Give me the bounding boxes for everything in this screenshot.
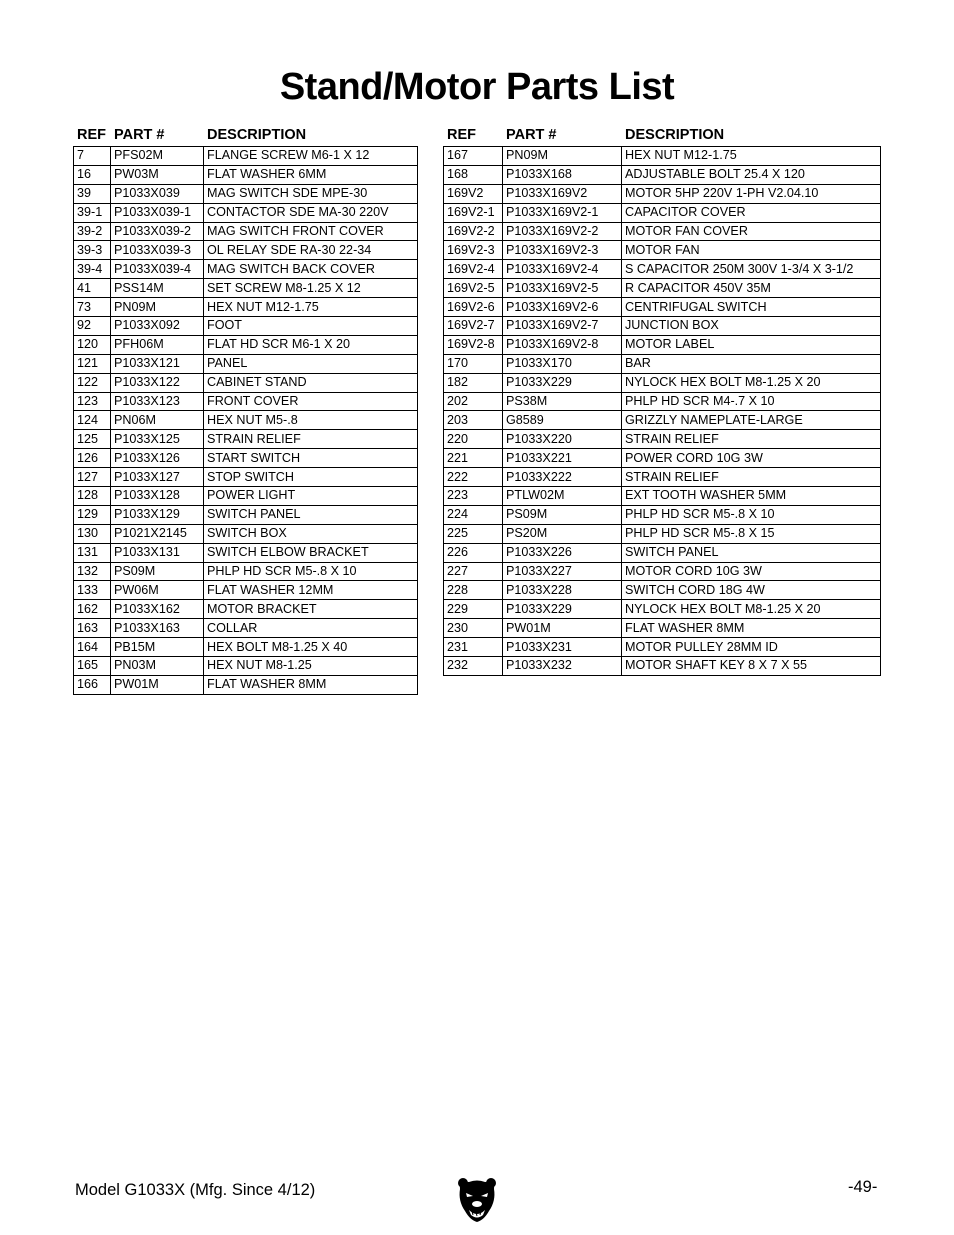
- description-cell: SWITCH CORD 18G 4W: [622, 581, 881, 600]
- ref-cell: 169V2-2: [444, 222, 503, 241]
- description-cell: BAR: [622, 354, 881, 373]
- table-row: [444, 222, 881, 241]
- part-number-cell: PS09M: [503, 505, 622, 524]
- ref-header: REF: [447, 127, 476, 143]
- table-row: [444, 335, 881, 354]
- table-row: [74, 524, 418, 543]
- ref-cell: 182: [444, 373, 503, 392]
- table-row: [444, 562, 881, 581]
- description-cell: FLAT WASHER 8MM: [622, 619, 881, 638]
- table-row: [74, 505, 418, 524]
- table-row: [74, 487, 418, 506]
- table-row: [74, 600, 418, 619]
- part-number-cell: P1033X168: [503, 165, 622, 184]
- description-cell: CENTRIFUGAL SWITCH: [622, 298, 881, 317]
- part-number-cell: PN09M: [111, 298, 204, 317]
- ref-cell: 168: [444, 165, 503, 184]
- part-number-cell: P1033X092: [111, 317, 204, 336]
- description-cell: EXT TOOTH WASHER 5MM: [622, 487, 881, 506]
- part-number-cell: PB15M: [111, 638, 204, 657]
- table-row: [444, 600, 881, 619]
- table-row: [444, 411, 881, 430]
- part-number-cell: P1033X169V2-7: [503, 317, 622, 336]
- part-number-cell: P1033X227: [503, 562, 622, 581]
- description-cell: FLANGE SCREW M6-1 X 12: [204, 147, 418, 166]
- ref-cell: 39-4: [74, 260, 111, 279]
- part-number-cell: P1033X122: [111, 373, 204, 392]
- part-number-cell: P1033X222: [503, 468, 622, 487]
- description-cell: S CAPACITOR 250M 300V 1-3/4 X 3-1/2: [622, 260, 881, 279]
- part-number-cell: P1033X169V2-8: [503, 335, 622, 354]
- description-cell: PHLP HD SCR M5-.8 X 15: [622, 524, 881, 543]
- table-row: [74, 430, 418, 449]
- ref-cell: 123: [74, 392, 111, 411]
- ref-cell: 220: [444, 430, 503, 449]
- ref-cell: 164: [74, 638, 111, 657]
- part-number-cell: PFS02M: [111, 147, 204, 166]
- table-row: [74, 317, 418, 336]
- page-title: Stand/Motor Parts List: [279, 66, 675, 108]
- description-cell: OL RELAY SDE RA-30 22-34: [204, 241, 418, 260]
- table-row: [74, 147, 418, 166]
- ref-cell: 122: [74, 373, 111, 392]
- ref-cell: 131: [74, 543, 111, 562]
- description-cell: SWITCH PANEL: [622, 543, 881, 562]
- part-number-cell: P1033X123: [111, 392, 204, 411]
- part-number-cell: P1033X169V2-1: [503, 203, 622, 222]
- part-number-cell: PW01M: [503, 619, 622, 638]
- table-row: [444, 298, 881, 317]
- parts-table-left: [73, 125, 418, 695]
- ref-cell: 129: [74, 505, 111, 524]
- table-row: [444, 524, 881, 543]
- part-number-cell: P1033X039-3: [111, 241, 204, 260]
- description-cell: CABINET STAND: [204, 373, 418, 392]
- ref-cell: 41: [74, 279, 111, 298]
- table-row: [74, 562, 418, 581]
- part-number-cell: P1033X220: [503, 430, 622, 449]
- part-number-cell: P1033X229: [503, 600, 622, 619]
- description-cell: STRAIN RELIEF: [204, 430, 418, 449]
- ref-cell: 162: [74, 600, 111, 619]
- part-number-cell: PN03M: [111, 657, 204, 676]
- table-body: [444, 147, 881, 676]
- ref-cell: 16: [74, 165, 111, 184]
- table-row: [444, 468, 881, 487]
- table-row: [444, 487, 881, 506]
- table-row: [74, 543, 418, 562]
- description-cell: MAG SWITCH BACK COVER: [204, 260, 418, 279]
- part-number-cell: P1033X169V2-4: [503, 260, 622, 279]
- description-cell: POWER LIGHT: [204, 487, 418, 506]
- table-row: [74, 298, 418, 317]
- part-header: PART #: [114, 127, 165, 143]
- table-row: [74, 581, 418, 600]
- description-cell: START SWITCH: [204, 449, 418, 468]
- description-cell: PHLP HD SCR M5-.8 X 10: [622, 505, 881, 524]
- ref-cell: 228: [444, 581, 503, 600]
- part-number-cell: P1033X221: [503, 449, 622, 468]
- ref-cell: 125: [74, 430, 111, 449]
- table-row: [74, 241, 418, 260]
- table-row: [74, 411, 418, 430]
- description-cell: MOTOR LABEL: [622, 335, 881, 354]
- table-row: [74, 638, 418, 657]
- table-row: [444, 543, 881, 562]
- description-cell: FLAT WASHER 12MM: [204, 581, 418, 600]
- ref-cell: 132: [74, 562, 111, 581]
- ref-cell: 169V2-5: [444, 279, 503, 298]
- ref-cell: 92: [74, 317, 111, 336]
- ref-cell: 229: [444, 600, 503, 619]
- description-cell: CONTACTOR SDE MA-30 220V: [204, 203, 418, 222]
- part-number-cell: P1033X129: [111, 505, 204, 524]
- table-row: [74, 165, 418, 184]
- description-cell: GRIZZLY NAMEPLATE-LARGE: [622, 411, 881, 430]
- ref-cell: 133: [74, 581, 111, 600]
- description-cell: HEX NUT M12-1.75: [204, 298, 418, 317]
- ref-cell: 170: [444, 354, 503, 373]
- ref-cell: 223: [444, 487, 503, 506]
- table-header: [443, 125, 881, 145]
- parts-table-right: [443, 125, 881, 676]
- description-cell: MOTOR PULLEY 28MM ID: [622, 638, 881, 657]
- model-footer: Model G1033X (Mfg. Since 4/12): [75, 1181, 316, 1199]
- table-row: [444, 657, 881, 676]
- ref-cell: 169V2-3: [444, 241, 503, 260]
- ref-cell: 165: [74, 657, 111, 676]
- page-number: -49-: [848, 1178, 878, 1196]
- description-cell: PHLP HD SCR M5-.8 X 10: [204, 562, 418, 581]
- table-row: [444, 505, 881, 524]
- ref-cell: 167: [444, 147, 503, 166]
- part-number-cell: P1033X039-1: [111, 203, 204, 222]
- part-number-cell: PS38M: [503, 392, 622, 411]
- ref-cell: 203: [444, 411, 503, 430]
- table-header: [73, 125, 418, 145]
- ref-cell: 225: [444, 524, 503, 543]
- table-row: [74, 675, 418, 694]
- description-cell: FLAT WASHER 6MM: [204, 165, 418, 184]
- ref-cell: 221: [444, 449, 503, 468]
- ref-cell: 169V2-7: [444, 317, 503, 336]
- part-number-cell: PTLW02M: [503, 487, 622, 506]
- description-cell: ADJUSTABLE BOLT 25.4 X 120: [622, 165, 881, 184]
- part-number-cell: P1033X169V2: [503, 184, 622, 203]
- table-row: [74, 279, 418, 298]
- ref-cell: 121: [74, 354, 111, 373]
- part-number-cell: P1033X163: [111, 619, 204, 638]
- description-cell: HEX NUT M8-1.25: [204, 657, 418, 676]
- table-row: [444, 619, 881, 638]
- part-number-cell: P1033X126: [111, 449, 204, 468]
- description-cell: COLLAR: [204, 619, 418, 638]
- table-row: [444, 392, 881, 411]
- part-number-cell: P1033X229: [503, 373, 622, 392]
- bear-head-logo-icon: [457, 1177, 497, 1223]
- description-cell: STOP SWITCH: [204, 468, 418, 487]
- ref-cell: 126: [74, 449, 111, 468]
- ref-cell: 127: [74, 468, 111, 487]
- part-number-cell: PW01M: [111, 675, 204, 694]
- part-number-cell: P1033X162: [111, 600, 204, 619]
- table-body: [74, 147, 418, 695]
- ref-cell: 39-3: [74, 241, 111, 260]
- description-cell: MAG SWITCH SDE MPE-30: [204, 184, 418, 203]
- ref-cell: 120: [74, 335, 111, 354]
- part-number-cell: PN09M: [503, 147, 622, 166]
- part-number-cell: PFH06M: [111, 335, 204, 354]
- description-cell: MOTOR SHAFT KEY 8 X 7 X 55: [622, 657, 881, 676]
- ref-cell: 169V2-6: [444, 298, 503, 317]
- ref-cell: 226: [444, 543, 503, 562]
- part-number-cell: PS09M: [111, 562, 204, 581]
- description-cell: STRAIN RELIEF: [622, 430, 881, 449]
- ref-cell: 124: [74, 411, 111, 430]
- ref-cell: 222: [444, 468, 503, 487]
- part-number-cell: PW06M: [111, 581, 204, 600]
- ref-cell: 202: [444, 392, 503, 411]
- part-number-cell: PN06M: [111, 411, 204, 430]
- description-cell: STRAIN RELIEF: [622, 468, 881, 487]
- ref-cell: 128: [74, 487, 111, 506]
- part-number-cell: P1033X039-4: [111, 260, 204, 279]
- part-number-cell: P1033X128: [111, 487, 204, 506]
- table-row: [444, 449, 881, 468]
- description-header: DESCRIPTION: [625, 127, 725, 143]
- table-row: [74, 222, 418, 241]
- part-number-cell: P1033X169V2-2: [503, 222, 622, 241]
- part-number-cell: P1033X039: [111, 184, 204, 203]
- part-number-cell: PS20M: [503, 524, 622, 543]
- description-cell: MAG SWITCH FRONT COVER: [204, 222, 418, 241]
- table-row: [444, 354, 881, 373]
- table-row: [444, 241, 881, 260]
- ref-cell: 227: [444, 562, 503, 581]
- part-number-cell: P1033X169V2-6: [503, 298, 622, 317]
- description-cell: SWITCH PANEL: [204, 505, 418, 524]
- table-row: [444, 279, 881, 298]
- description-cell: JUNCTION BOX: [622, 317, 881, 336]
- ref-cell: 7: [74, 147, 111, 166]
- table-row: [444, 430, 881, 449]
- description-cell: PHLP HD SCR M4-.7 X 10: [622, 392, 881, 411]
- ref-cell: 231: [444, 638, 503, 657]
- part-number-cell: P1033X231: [503, 638, 622, 657]
- part-number-cell: P1033X131: [111, 543, 204, 562]
- description-cell: CAPACITOR COVER: [622, 203, 881, 222]
- description-cell: MOTOR FAN: [622, 241, 881, 260]
- table-row: [444, 638, 881, 657]
- description-cell: MOTOR 5HP 220V 1-PH V2.04.10: [622, 184, 881, 203]
- part-number-cell: P1033X169V2-5: [503, 279, 622, 298]
- part-number-cell: P1033X039-2: [111, 222, 204, 241]
- description-cell: FLAT WASHER 8MM: [204, 675, 418, 694]
- table-row: [444, 317, 881, 336]
- table-row: [444, 147, 881, 166]
- table-row: [444, 165, 881, 184]
- description-cell: R CAPACITOR 450V 35M: [622, 279, 881, 298]
- ref-cell: 130: [74, 524, 111, 543]
- part-number-cell: P1033X232: [503, 657, 622, 676]
- table-row: [444, 373, 881, 392]
- part-number-cell: P1033X228: [503, 581, 622, 600]
- table-row: [444, 184, 881, 203]
- table-row: [74, 657, 418, 676]
- description-header: DESCRIPTION: [207, 127, 307, 143]
- part-number-cell: P1033X169V2-3: [503, 241, 622, 260]
- part-number-cell: P1033X121: [111, 354, 204, 373]
- description-cell: POWER CORD 10G 3W: [622, 449, 881, 468]
- description-cell: MOTOR CORD 10G 3W: [622, 562, 881, 581]
- part-number-cell: P1033X226: [503, 543, 622, 562]
- table-row: [74, 449, 418, 468]
- table-row: [444, 203, 881, 222]
- ref-header: REF: [77, 127, 106, 143]
- part-number-cell: G8589: [503, 411, 622, 430]
- table-row: [74, 184, 418, 203]
- description-cell: FLAT HD SCR M6-1 X 20: [204, 335, 418, 354]
- ref-cell: 224: [444, 505, 503, 524]
- part-number-cell: P1033X127: [111, 468, 204, 487]
- ref-cell: 73: [74, 298, 111, 317]
- ref-cell: 169V2-4: [444, 260, 503, 279]
- table-row: [444, 260, 881, 279]
- description-cell: HEX NUT M5-.8: [204, 411, 418, 430]
- ref-cell: 39: [74, 184, 111, 203]
- part-number-cell: P1033X125: [111, 430, 204, 449]
- description-cell: MOTOR BRACKET: [204, 600, 418, 619]
- description-cell: FRONT COVER: [204, 392, 418, 411]
- description-cell: HEX NUT M12-1.75: [622, 147, 881, 166]
- ref-cell: 166: [74, 675, 111, 694]
- description-cell: HEX BOLT M8-1.25 X 40: [204, 638, 418, 657]
- ref-cell: 232: [444, 657, 503, 676]
- part-number-cell: P1033X170: [503, 354, 622, 373]
- table-row: [74, 260, 418, 279]
- ref-cell: 230: [444, 619, 503, 638]
- description-cell: SWITCH BOX: [204, 524, 418, 543]
- table-row: [74, 203, 418, 222]
- ref-cell: 163: [74, 619, 111, 638]
- table-row: [74, 468, 418, 487]
- part-number-cell: PW03M: [111, 165, 204, 184]
- table-row: [74, 354, 418, 373]
- description-cell: NYLOCK HEX BOLT M8-1.25 X 20: [622, 600, 881, 619]
- description-cell: MOTOR FAN COVER: [622, 222, 881, 241]
- table-row: [74, 373, 418, 392]
- ref-cell: 169V2-8: [444, 335, 503, 354]
- ref-cell: 169V2-1: [444, 203, 503, 222]
- table-row: [74, 335, 418, 354]
- description-cell: PANEL: [204, 354, 418, 373]
- ref-cell: 169V2: [444, 184, 503, 203]
- description-cell: SWITCH ELBOW BRACKET: [204, 543, 418, 562]
- ref-cell: 39-1: [74, 203, 111, 222]
- part-header: PART #: [506, 127, 557, 143]
- description-cell: NYLOCK HEX BOLT M8-1.25 X 20: [622, 373, 881, 392]
- table-row: [74, 619, 418, 638]
- description-cell: SET SCREW M8-1.25 X 12: [204, 279, 418, 298]
- part-number-cell: PSS14M: [111, 279, 204, 298]
- part-number-cell: P1021X2145: [111, 524, 204, 543]
- ref-cell: 39-2: [74, 222, 111, 241]
- table-row: [74, 392, 418, 411]
- table-row: [444, 581, 881, 600]
- description-cell: FOOT: [204, 317, 418, 336]
